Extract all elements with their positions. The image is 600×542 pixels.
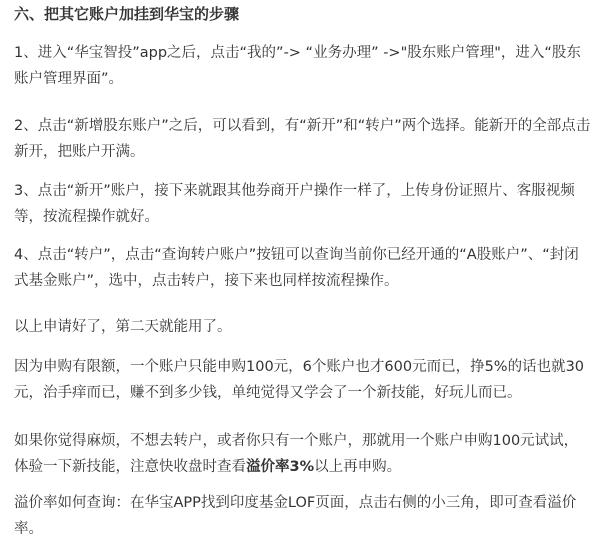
note-paragraph: 以上申请好了，第二天就能用了。 [14, 319, 232, 335]
step-1-paragraph: 1、进入“华宝智投”app之后，点击“我的”-> “业务办理” ->"股东账户管理"，进入“股东账户管理界面”。 [14, 45, 581, 87]
reason-paragraph: 因为申购有限额，一个账户只能申购100元，6个账户也才600元而已，挣5%的话也就30元，治手痒而已，赚不到多少钱，单纯觉得又学会了一个新技能，好玩儿而已。 [14, 359, 585, 401]
step-3-paragraph: 3、点击“新开”账户，接下来就跟其他券商开户操作一样了，上传身份证照片、客服视频等，按流程操作就好。 [14, 183, 575, 225]
query-paragraph: 溢价率如何查询：在华宝APP找到印度基金LOF页面，点击右侧的小三角，即可查看溢价率。 [14, 495, 577, 537]
premium-rate-highlight: 溢价率3% [246, 459, 315, 475]
tip-text-start: 如果你觉得麻烦，不想去转户，或者你只有一个账户，那就用一个账户申购100元试试，体验一下新技能，注意快收盘时查看 [14, 433, 579, 475]
section-heading: 六、把其它账户加挂到华宝的步骤 [14, 5, 240, 23]
tip-paragraph [14, 428, 592, 480]
tip-text-end: 以上再申购。 [314, 459, 402, 475]
step-4-paragraph: 4、点击“转户”，点击“查询转户账户”按钮可以查询当前你已经开通的“A股账户”、“封闭式基金账户”，选中，点击转户，接下来也同样按流程操作。 [14, 247, 579, 289]
step-2-paragraph: 2、点击“新增股东账户”之后，可以看到，有“新开”和“转户”两个选择。能新开的全部点击新开，把账户开满。 [14, 118, 591, 160]
